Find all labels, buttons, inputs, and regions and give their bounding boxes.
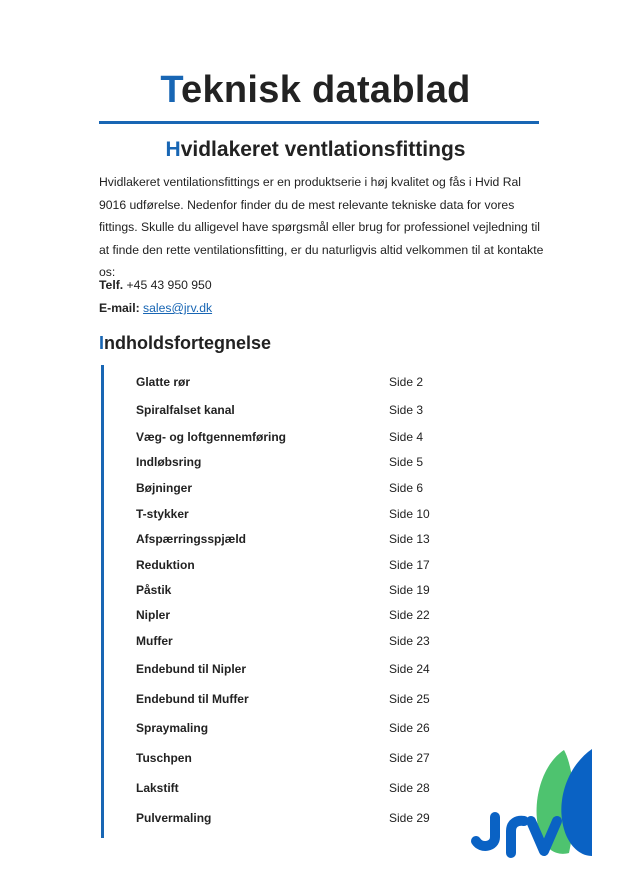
toc-item[interactable]: [136, 607, 456, 623]
toc-item-label: Glatte rør: [136, 375, 191, 389]
toc-item-label: Spiralfalset kanal: [136, 403, 235, 417]
subtitle-initial: H: [165, 138, 181, 161]
toc-item[interactable]: [136, 557, 456, 573]
toc-item-page: Side 2: [389, 375, 424, 389]
toc-item-label: Muffer: [136, 634, 173, 648]
toc-item-label: Endebund til Muffer: [136, 692, 249, 706]
toc-item-page: Side 17: [389, 558, 430, 572]
toc-item[interactable]: [136, 750, 456, 766]
toc-item-label: Spraymaling: [136, 721, 209, 735]
toc-item-page: Side 5: [389, 455, 424, 469]
toc-item[interactable]: [136, 810, 456, 826]
toc-item-page: Side 13: [389, 532, 430, 546]
toc-item-label: Påstik: [136, 583, 172, 597]
toc-item-page: Side 23: [389, 634, 430, 648]
toc-item[interactable]: [136, 633, 456, 649]
toc-item-page: Side 10: [389, 507, 430, 521]
email-link[interactable]: sales@jrv.dk: [143, 301, 213, 315]
phone-label: Telf.: [99, 278, 124, 292]
toc-item[interactable]: [136, 429, 456, 445]
toc-item-page: Side 26: [389, 721, 430, 735]
toc-item[interactable]: [136, 661, 456, 677]
toc-item-page: Side 29: [389, 811, 430, 825]
toc-item-label: Pulvermaling: [136, 811, 212, 825]
toc-item-page: Side 6: [389, 481, 424, 495]
phone-value: +45 43 950 950: [126, 278, 212, 292]
title-rest: eknisk datablad: [181, 69, 471, 111]
toc-item[interactable]: [136, 480, 456, 496]
toc-item-label: Væg- og loftgennemføring: [136, 430, 286, 444]
toc-item-label: Endebund til Nipler: [136, 662, 246, 676]
toc-item-page: Side 4: [389, 430, 424, 444]
toc-item-page: Side 25: [389, 692, 430, 706]
page-title: [0, 66, 631, 114]
toc-item-label: Indløbsring: [136, 455, 202, 469]
toc-item-label: Tuschpen: [136, 751, 192, 765]
toc-item[interactable]: [136, 691, 456, 707]
toc-item[interactable]: [136, 780, 456, 796]
toc-item-label: T-stykker: [136, 507, 189, 521]
email-label: E-mail:: [99, 301, 140, 315]
toc-heading: [99, 330, 271, 356]
toc-side-bar: [101, 365, 104, 838]
page-subtitle: [0, 136, 631, 164]
toc-item[interactable]: [136, 506, 456, 522]
title-divider: [99, 121, 539, 124]
toc-heading-rest: ndholdsfortegnelse: [104, 333, 272, 353]
subtitle-rest: vidlakeret ventlationsfittings: [180, 138, 466, 161]
toc-item-label: Lakstift: [136, 781, 179, 795]
toc-item-page: Side 19: [389, 583, 430, 597]
toc-item[interactable]: [136, 402, 456, 418]
intro-paragraph: Hvidlakeret ventilationsfittings er en produktserie i høj kvalitet og fås i Hvid Ral 9016 udførelse. Nedenfor finder du de mest relevante tekniske data for vores fittings. Skulle du alligevel have spørgsmål eller brug for professionel vejledning til at finde den rette ventilationsfitting, er du naturligvis altid velkommen til at kontakte os:: [99, 175, 544, 280]
title-initial: T: [160, 69, 182, 111]
toc-item-page: Side 28: [389, 781, 430, 795]
toc-item[interactable]: [136, 531, 456, 547]
toc-item[interactable]: [136, 720, 456, 736]
toc-item[interactable]: [136, 374, 456, 390]
toc-item-page: Side 22: [389, 608, 430, 622]
toc-item-label: Afspærringsspjæld: [136, 532, 247, 546]
toc-item-page: Side 3: [389, 403, 424, 417]
toc-heading-initial: I: [99, 333, 105, 353]
toc-item-label: Bøjninger: [136, 481, 192, 495]
toc-item-page: Side 27: [389, 751, 430, 765]
toc-item-label: Nipler: [136, 608, 171, 622]
toc-item-page: Side 24: [389, 662, 430, 676]
contact-phone: [99, 277, 212, 293]
contact-email: [99, 300, 212, 316]
toc-item[interactable]: [136, 582, 456, 598]
toc-item-label: Reduktion: [136, 558, 195, 572]
toc-item[interactable]: [136, 454, 456, 470]
jrv-logo-icon: [468, 745, 598, 860]
